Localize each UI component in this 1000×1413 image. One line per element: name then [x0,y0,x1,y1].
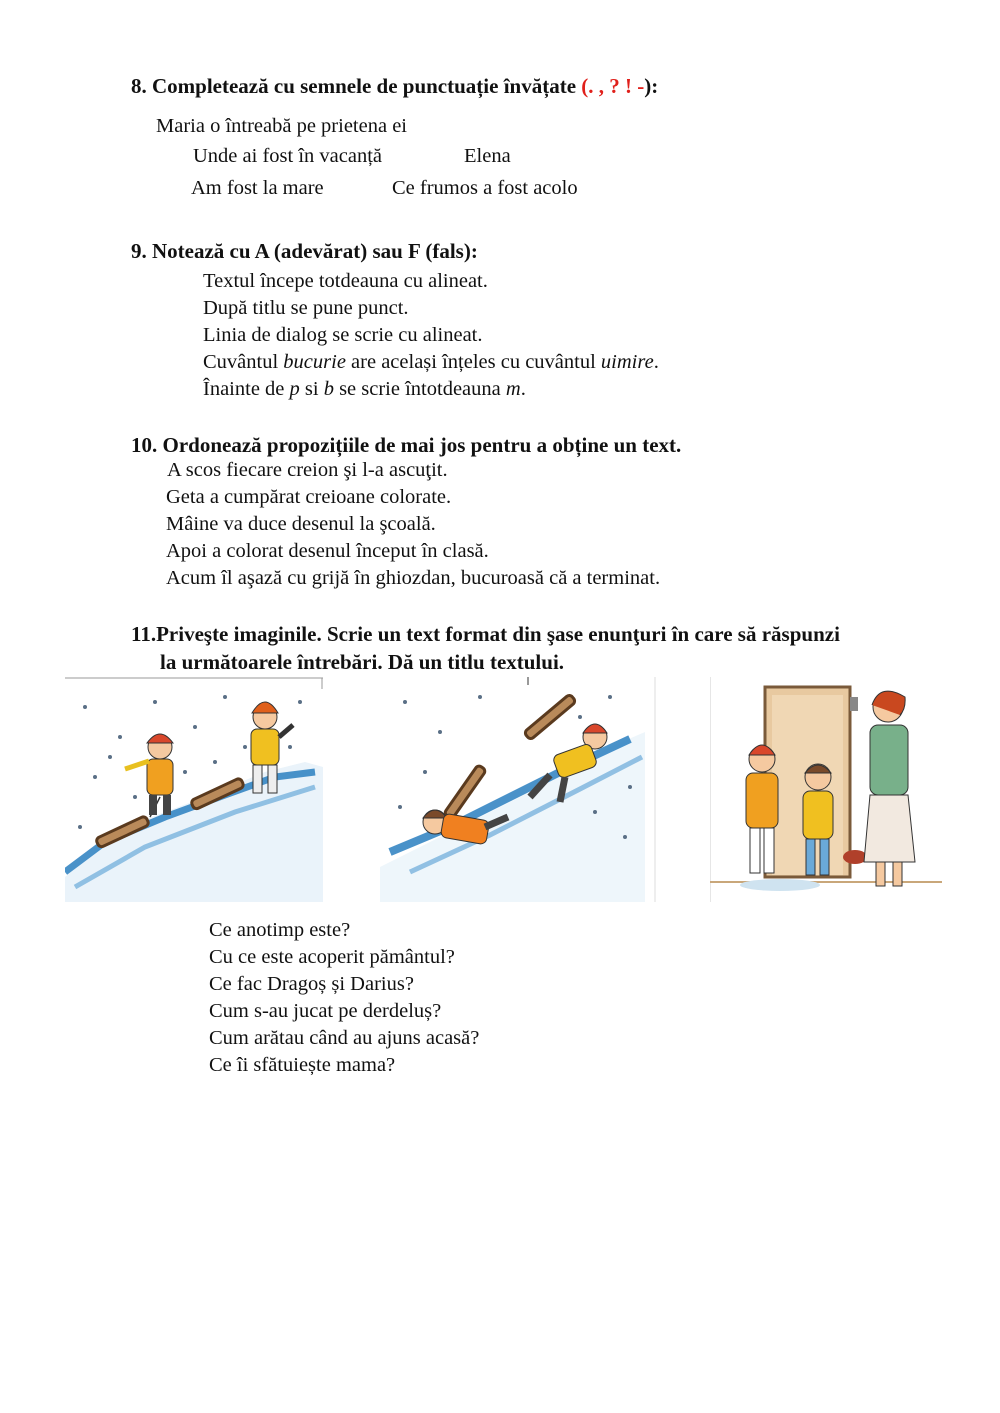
ex10-heading: 10. Ordonează propozițiile de mai jos pentru a obține un text. [131,433,682,457]
ex10-sentence-2: Geta a cumpărat creioane colorate. [166,486,452,508]
question-1: Ce anotimp este? [209,919,351,941]
ex8-line-4: Am fost la mare [191,177,324,199]
ex9-statement-4: Cuvântul bucurie are același înțeles cu cuvântul uimire. [203,351,659,373]
ex10-sentence-5: Acum îl aşază cu grijă în ghiozdan, bucuroasă că a terminat. [166,567,661,589]
question-2: Cu ce este acoperit pământul? [209,946,455,968]
illustration-at-home [710,677,942,902]
ex11-heading-line-2: la următoarele întrebări. Dă un titlu textului. [160,650,565,674]
punctuation-marks: (. , ? ! - [581,74,645,98]
ex8-line-1: Maria o întreabă pe prietena ei [156,115,407,137]
ex10-sentence-1: A scos fiecare creion şi l-a ascuţit. [167,459,448,481]
ex10-sentence-3: Mâine va duce desenul la şcoală. [166,513,436,535]
ex9-statement-1: Textul începe totdeauna cu alineat. [203,270,488,292]
question-6: Ce îi sfătuiește mama? [209,1054,396,1076]
question-5: Cum arătau când au ajuns acasă? [209,1027,480,1049]
question-4: Cum s-au jucat pe derdeluș? [209,1000,442,1022]
ex9-statement-5: Înainte de p si b se scrie întotdeauna m. [203,378,526,400]
ex9-heading: 9. Notează cu A (adevărat) sau F (fals): [131,239,478,263]
ex8-heading: 8. Completează cu semnele de punctuație învățate (. , ? ! -): [131,74,659,98]
question-3: Ce fac Dragoș și Darius? [209,973,414,995]
ex9-statement-3: Linia de dialog se scrie cu alineat. [203,324,483,346]
ex11-heading-line-1: 11.Priveşte imaginile. Scrie un text format din şase enunţuri în care să răspunzi [131,622,840,646]
ex8-line-3: Elena [464,145,511,167]
illustration-sled-fall [380,677,656,902]
ex8-line-5: Ce frumos a fost acolo [392,177,578,199]
illustration-sledding-uphill [65,677,323,902]
ex9-statement-2: După titlu se pune punct. [203,297,409,319]
ex8-line-2: Unde ai fost în vacanță [193,145,382,167]
ex10-sentence-4: Apoi a colorat desenul început în clasă. [166,540,489,562]
